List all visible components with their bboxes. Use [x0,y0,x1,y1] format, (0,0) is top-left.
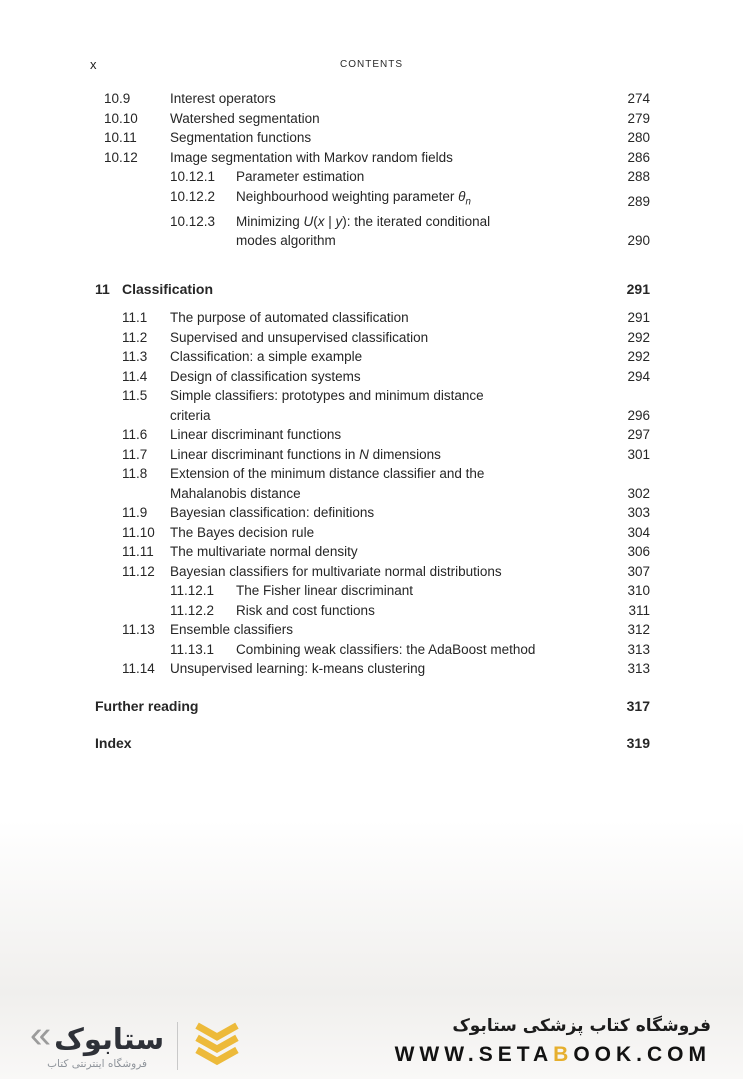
toc-entry-title: The Bayes decision rule [170,524,315,540]
toc-entry-title: Linear discriminant functions [170,427,342,443]
toc-entry-title: Parameter estimation [236,169,365,184]
footer [0,979,743,1079]
toc-entry-number: 11.6 [122,427,148,443]
toc-list [0,89,743,754]
toc-entry [0,280,650,300]
toc-entry-page: 291 [626,280,650,297]
toc-entry-number: 11.3 [122,349,148,365]
toc-entry [0,464,650,503]
toc-entry-page: 312 [627,622,650,638]
toc-entry-number: 11.10 [122,524,155,540]
toc-entry-title: Further reading [95,697,199,714]
toc-entry-title: Segmentation functions [170,130,312,145]
toc-entry [0,167,650,187]
contents-heading: CONTENTS [340,59,403,70]
toc-entry-number: 10.9 [104,91,131,106]
toc-entry-title: Classification: a simple example [170,349,363,365]
footer-logo [30,1013,243,1071]
toc-entry [0,659,650,679]
toc-entry-number: 11.7 [122,446,148,462]
toc-entry-title: Design of classification systems [170,368,361,384]
toc-entry-number: 10.12.3 [170,213,216,229]
toc-entry-title: Combining weak classifiers: the AdaBoost method [236,641,536,657]
toc-entry-number: 11.5 [122,388,148,404]
toc-entry-number: 11.1 [122,310,148,326]
toc-entry-number: 11.12 [122,563,155,579]
toc-entry [0,109,650,129]
toc-entry-number: 11.2 [122,329,148,345]
logo-wordmark: ستابوک [54,1021,165,1056]
toc-entry-number: 10.12 [104,149,138,165]
toc-entry-page: 313 [627,641,650,657]
toc-entry-title: Bayesian classifiers for multivariate normal distributions [170,563,502,579]
toc-entry-page: 294 [627,368,650,384]
toc-entry-page: 280 [627,130,650,145]
toc-entry-page: 306 [627,544,650,560]
toc-entry-title: The Fisher linear discriminant [236,583,414,599]
toc-entry-title: The multivariate normal density [170,544,358,560]
toc-entry-number: 11.12.1 [170,583,215,599]
toc-entry-number: 10.11 [104,130,137,145]
toc-entry [0,425,650,445]
toc-entry-number: 11.8 [122,466,148,482]
footer-divider [177,1022,178,1070]
toc-entry [0,734,650,754]
toc-entry [0,445,650,465]
toc-entry-page: 296 [627,407,650,423]
toc-entry [0,542,650,562]
toc-entry-page: 301 [627,446,650,462]
toc-entry [0,89,650,109]
toc-entry [0,148,650,168]
toc-entry-title: Interest operators [170,91,276,106]
toc-entry-title: Risk and cost functions [236,602,375,618]
toc-entry [0,640,650,660]
toc-entry [0,562,650,582]
toc-entry-title: The purpose of automated classification [170,310,409,326]
toc-entry-page: 290 [627,233,650,249]
toc-entry-page: 292 [627,349,650,365]
toc-entry [0,601,650,621]
toc-entry-number: 10.12.1 [170,169,216,184]
toc-entry [0,128,650,148]
toc-entry-number: 11.14 [122,661,155,677]
toc-entry [0,212,650,251]
toc-entry-page: 311 [628,602,650,618]
toc-entry [0,347,650,367]
toc-entry-page: 286 [627,149,650,165]
toc-entry-number: 10.12.2 [170,188,216,204]
toc-entry-title: Neighbourhood weighting parameter $\theta_n$ [236,188,471,208]
toc-entry-page: 310 [627,583,650,599]
toc-entry-page: 319 [626,735,650,752]
toc-entry-number: 11.4 [122,368,148,384]
toc-entry-title: Minimizing U(x | y): the iterated conditional modes algorithm [236,213,491,249]
toc-entry-page: 274 [627,91,650,106]
toc-entry-number: 11.13 [122,622,155,638]
toc-entry-number: 11.12.2 [170,602,215,618]
toc-entry-page: 303 [627,505,650,521]
toc-entry-title: Index [95,735,132,752]
toc-entry [0,386,650,425]
toc-entry-page: 317 [626,697,650,714]
toc-entry [0,581,650,601]
toc-entry [0,503,650,523]
toc-entry-title: Image segmentation with Markov random fields [170,149,453,165]
toc-entry-page: 307 [627,563,650,579]
toc-entry-title: Classification [122,280,214,297]
toc-entry-title: Unsupervised learning: k-means clustering [170,661,426,677]
toc-entry [0,697,650,717]
toc-entry-title: Linear discriminant functions in N dimensions [170,446,441,462]
toc-entry-page: 291 [627,310,650,326]
toc-entry [0,620,650,640]
toc-entry-number: 11.9 [122,505,148,521]
toc-entry-title: Ensemble classifiers [170,622,294,638]
toc-entry [0,187,650,212]
toc-entry-page: 292 [627,329,650,345]
guillemet-logo-mark-icon: « [30,1013,52,1056]
toc-entry [0,308,650,328]
toc-entry-title: Watershed segmentation [170,110,320,126]
logo-subtitle: فروشگاه اینترنتی کتاب [47,1057,148,1070]
toc-entry-page: 297 [627,427,650,443]
website-text: WWW.SETABOOK.COM [394,1043,711,1066]
toc-entry-number: 11.13.1 [170,641,215,657]
stacked-chevrons-icon [191,1020,243,1071]
toc-entry-page: 313 [627,661,650,677]
toc-entry [0,367,650,387]
toc-entry-page: 302 [627,485,650,501]
page-number: x [90,57,97,72]
toc-entry-title: Bayesian classification: definitions [170,505,375,521]
setabook-logo [30,1013,165,1070]
toc-entry-number: 11 [95,280,110,297]
toc-entry [0,328,650,348]
toc-entry-title: Supervised and unsupervised classification [170,329,429,345]
toc-entry-page: 304 [627,524,650,540]
toc-entry-page: 279 [627,110,650,126]
toc-entry-number: 11.11 [122,544,154,560]
toc-entry-title: Simple classifiers: prototypes and minimum distance criteria [170,388,484,423]
footer-branding [395,1016,711,1067]
toc-entry-number: 10.10 [104,110,138,126]
toc-entry-page: 289 [627,194,650,210]
toc-entry-page: 288 [627,169,650,184]
toc-entry [0,523,650,543]
footer-tagline: فروشگاه کتاب پزشکی ستابوک [452,1016,711,1036]
toc-entry-title: Extension of the minimum distance classifier and the Mahalanobis distance [170,466,485,501]
